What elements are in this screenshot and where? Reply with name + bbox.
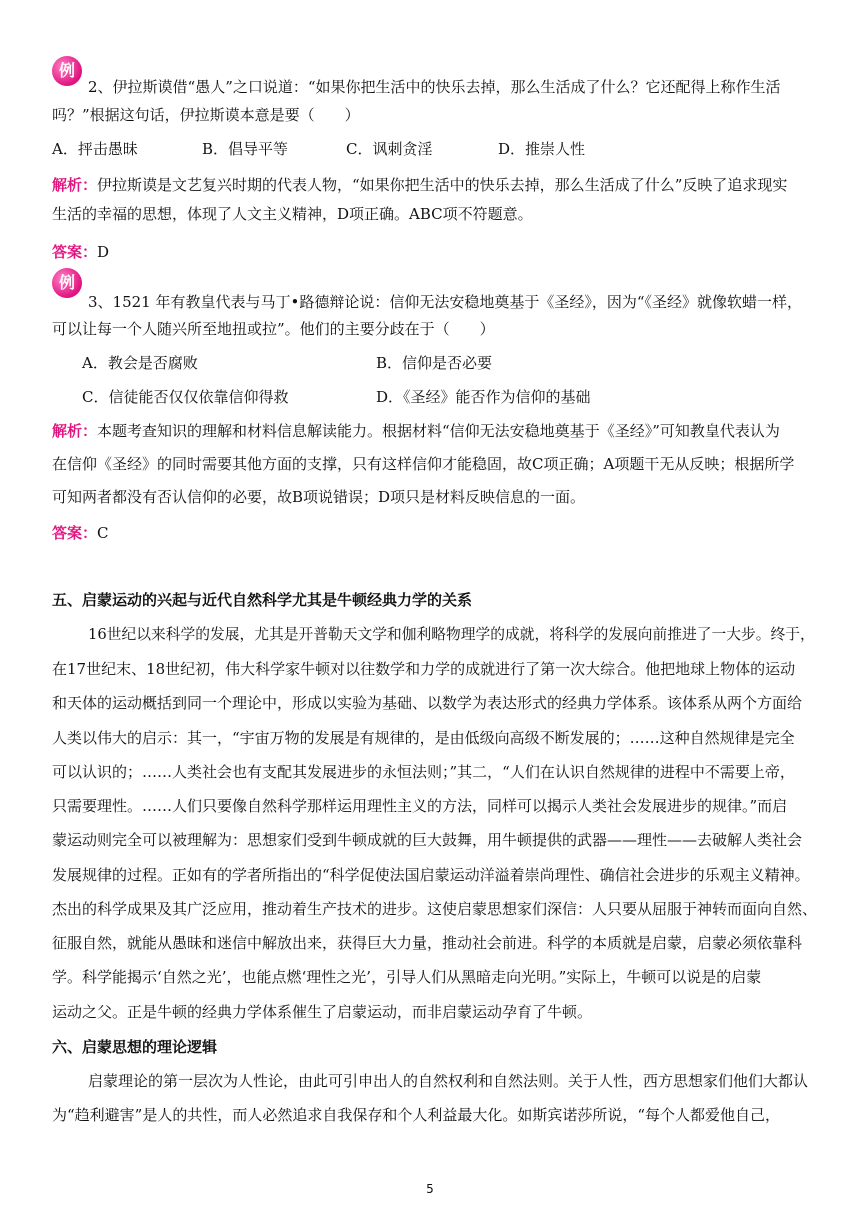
q2-line-2: 吗？”根据这句话，伊拉斯谟本意是要（ ） <box>52 106 360 124</box>
section-6-line-2: 为“趋利避害”是人的共性，而人必然追求自我保存和个人利益最大化。如斯宾诺莎所说，“每个人都爱他自己， <box>52 1106 781 1124</box>
q3-line-2: 可以让每一个人随兴所至地扭或拉”。他们的主要分歧在于（ ） <box>52 320 495 338</box>
q2-option-c: C．讽刺贪淫 <box>346 140 433 158</box>
section-5-line-3: 和天体的运动概括到同一个理论中，形成以实验为基础、以数学为表达形式的经典力学体系。该体系从两个方面给 <box>52 694 803 712</box>
example-badge-icon: 例 <box>52 268 82 298</box>
q2-analysis-line-2: 生活的幸福的思想，体现了人文主义精神，D项正确。ABC项不符题意。 <box>52 205 533 223</box>
answer-label: 答案： <box>52 524 98 542</box>
q3-analysis-line-3: 可知两者都没有否认信仰的必要，故B项说错误；D项只是材料反映信息的一面。 <box>52 488 586 506</box>
q3-option-c: C．信徒能否仅仅依靠信仰得救 <box>82 388 289 406</box>
q2-line-1: 2、伊拉斯谟借“愚人”之口说道：“如果你把生活中的快乐去掉，那么生活成了什么？它还配得上称作生活 <box>88 78 781 96</box>
section-5-line-12: 运动之父。正是牛顿的经典力学体系催生了启蒙运动，而非启蒙运动孕育了牛顿。 <box>52 1003 593 1021</box>
q3-option-d: D．《圣经》能否作为信仰的基础 <box>376 388 591 406</box>
analysis-text: 伊拉斯谟是文艺复兴时期的代表人物，“如果你把生活中的快乐去掉，那么生活成了什么”反映了追求现实 <box>97 176 788 194</box>
answer-label: 答案： <box>52 243 98 261</box>
analysis-label: 解析： <box>52 176 98 194</box>
answer-value: D <box>97 243 110 261</box>
q3-answer <box>52 522 109 544</box>
section-5-line-6: 只需要理性。……人们只要像自然科学那样运用理性主义的方法，同样可以揭示人类社会发展进步的规律。”而启 <box>52 797 788 815</box>
section-5-line-2: 在17世纪末、18世纪初，伟大科学家牛顿对以往数学和力学的成就进行了第一次大综合。他把地球上物体的运动 <box>52 660 796 678</box>
q3-option-a: A．教会是否腐败 <box>82 354 198 372</box>
section-5-heading: 五、启蒙运动的兴起与近代自然科学尤其是牛顿经典力学的关系 <box>52 591 473 609</box>
q2-option-d: D．推崇人性 <box>498 140 586 158</box>
q3-analysis-line-1 <box>52 420 780 442</box>
q2-option-a: A．抨击愚昧 <box>52 140 138 158</box>
q2-option-b: B．倡导平等 <box>202 140 289 158</box>
page-number: 5 <box>426 1182 434 1196</box>
answer-value: C <box>97 524 109 542</box>
section-5-line-5: 可以认识的；……人类社会也有支配其发展进步的永恒法则；”其二，“人们在认识自然规律的进程中不需要上帝， <box>52 763 795 781</box>
q3-analysis-line-2: 在信仰《圣经》的同时需要其他方面的支撑，只有这样信仰才能稳固，故C项正确；A项题干无从反映；根据所学 <box>52 455 795 473</box>
q2-analysis-line-1 <box>52 174 787 196</box>
section-5-line-9: 杰出的科学成果及其广泛应用，推动着生产技术的进步。这使启蒙思想家们深信：人只要从屈服于神转而面向自然、 <box>52 900 818 918</box>
example-badge-icon: 例 <box>52 56 82 86</box>
section-5-line-11: 学。科学能揭示‘自然之光’，也能点燃‘理性之光’，引导人们从黑暗走向光明。”实际上，牛顿可以说是的启蒙 <box>52 968 762 986</box>
section-6-line-1: 启蒙理论的第一层次为人性论，由此可引申出人的自然权利和自然法则。关于人性，西方思想家们他们大都认 <box>88 1072 809 1090</box>
section-5-line-8: 发展规律的过程。正如有的学者所指出的“科学促使法国启蒙运动洋溢着崇尚理性、确信社会进步的乐观主义精神。 <box>52 866 810 884</box>
q3-line-1: 3、1521 年有教皇代表与马丁•路德辩论说：信仰无法安稳地奠基于《圣经》，因为“《圣经》就像软蜡一样， <box>88 293 803 311</box>
section-5-line-10: 征服自然，就能从愚昧和迷信中解放出来，获得巨大力量，推动社会前进。科学的本质就是启蒙，启蒙必须依靠科 <box>52 934 803 952</box>
section-5-line-7: 蒙运动则完全可以被理解为：思想家们受到牛顿成就的巨大鼓舞，用牛顿提供的武器——理性——去破解人类社会 <box>52 831 803 849</box>
analysis-label: 解析： <box>52 422 98 440</box>
section-5-line-1: 16世纪以来科学的发展，尤其是开普勒天文学和伽利略物理学的成就，将科学的发展向前推进了一大步。终于， <box>88 626 815 643</box>
analysis-text: 本题考查知识的理解和材料信息解读能力。根据材料“信仰无法安稳地奠基于《圣经》”可知教皇代表认为 <box>97 422 780 440</box>
section-6-heading: 六、启蒙思想的理论逻辑 <box>52 1038 218 1056</box>
q2-answer <box>52 241 109 263</box>
section-5-line-4: 人类以伟大的启示：其一，“宇宙万物的发展是有规律的，是由低级向高级不断发展的；……这种自然规律是完全 <box>52 729 795 747</box>
q3-option-b: B．信仰是否必要 <box>376 354 493 372</box>
